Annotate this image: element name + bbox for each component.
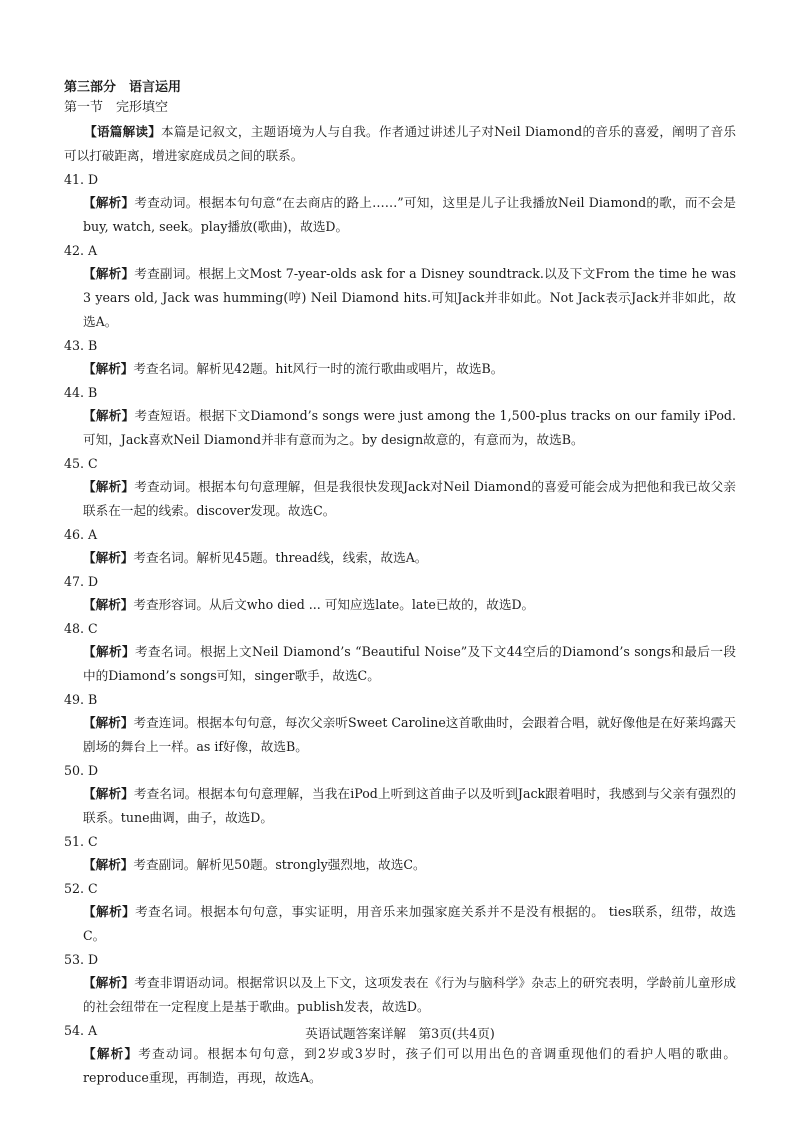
answer-list bbox=[64, 169, 736, 1090]
answer-number: 44. B bbox=[64, 385, 98, 400]
part-title: 第三部分 语言运用 bbox=[64, 80, 182, 95]
page-footer: 英语试题答案详解 第3页(共4页) bbox=[305, 1026, 495, 1041]
answer-item-52 bbox=[64, 878, 736, 948]
answer-item-41 bbox=[64, 169, 736, 239]
analysis-text: 【解析】考查副词。解析见50题。strongly强烈地，故选C。 bbox=[83, 857, 426, 872]
answer-number: 47. D bbox=[64, 574, 99, 589]
analysis-text: 【解析】考查连词。根据本句句意，每次父亲听Sweet Caroline这首歌曲时，会跟着合唱，就好像他是在好莱坞露天剧场的舞台上一样。as if好像，故选B。 bbox=[83, 715, 737, 754]
answer-number: 49. B bbox=[64, 692, 98, 707]
passage-intro bbox=[64, 120, 736, 168]
analysis-tag: 【解析】 bbox=[83, 550, 134, 565]
analysis-text: 【解析】考查名词。解析见45题。thread线，线索，故选A。 bbox=[83, 550, 428, 565]
answer-item-50 bbox=[64, 760, 736, 830]
analysis-text: 【解析】考查非谓语动词。根据常识以及上下文，这项发表在《行为与脑科学》杂志上的研究表明，学龄前儿童形成的社会纽带在一定程度上是基于歌曲。publish发表，故选D。 bbox=[83, 975, 737, 1014]
analysis-text: 【解析】考查短语。根据下文Diamond’s songs were just among the 1,500-plus tracks on our family iPod.可知，Jack喜欢Neil Diamond并非有意而为之。by design故意的，有意而为，故选B。 bbox=[83, 408, 736, 447]
answer-number: 52. C bbox=[64, 881, 98, 896]
analysis-tag: 【解析】 bbox=[83, 786, 134, 801]
analysis-tag: 【解析】 bbox=[83, 1046, 139, 1061]
answer-number: 51. C bbox=[64, 834, 98, 849]
answer-number: 42. A bbox=[64, 243, 98, 258]
analysis-text: 【解析】考查副词。根据上文Most 7-year-olds ask for a Disney soundtrack.以及下文From the time he was 3 years old, Jack was humming(哼) Neil Diamond hits.可知Jack并非如此。Not Jack表示Jack并非如此，故选A。 bbox=[83, 266, 736, 329]
answer-number: 43. B bbox=[64, 338, 98, 353]
answer-number: 48. C bbox=[64, 621, 98, 636]
answer-item-47 bbox=[64, 571, 736, 617]
analysis-tag: 【解析】 bbox=[83, 857, 134, 872]
answer-number: 46. A bbox=[64, 527, 98, 542]
answer-item-45 bbox=[64, 453, 736, 523]
analysis-text: 【解析】考查动词。根据本句句意“在去商店的路上……”可知，这里是儿子让我播放Neil Diamond的歌，而不会是buy, watch, seek。play播放(歌曲)，故选D。 bbox=[83, 195, 736, 234]
answer-item-42 bbox=[64, 240, 736, 334]
answer-page bbox=[64, 78, 736, 1090]
analysis-text: 【解析】考查动词。根据本句句意，到2岁或3岁时，孩子们可以用出色的音调重现他们的看护人唱的歌曲。reproduce重现，再制造，再现，故选A。 bbox=[83, 1046, 737, 1085]
analysis-tag: 【解析】 bbox=[83, 597, 134, 612]
answer-number: 41. D bbox=[64, 172, 99, 187]
analysis-tag: 【解析】 bbox=[83, 408, 135, 423]
answer-item-43 bbox=[64, 335, 736, 381]
analysis-text: 【解析】考查形容词。从后文who died ... 可知应选late。late已故的，故选D。 bbox=[83, 597, 535, 612]
answer-number: 45. C bbox=[64, 456, 98, 471]
analysis-tag: 【解析】 bbox=[83, 479, 135, 494]
answer-number: 50. D bbox=[64, 763, 99, 778]
analysis-text: 【解析】考查名词。根据本句句意，事实证明，用音乐来加强家庭关系并不是没有根据的。 ties联系，纽带，故选C。 bbox=[83, 904, 737, 943]
intro-tag: 【语篇解读】 bbox=[84, 124, 162, 139]
analysis-tag: 【解析】 bbox=[83, 266, 135, 281]
intro-text: 本篇是记叙文，主题语境为人与自我。作者通过讲述儿子对Neil Diamond的音乐的喜爱，阐明了音乐可以打破距离，增进家庭成员之间的联系。 bbox=[64, 124, 736, 163]
answer-item-46 bbox=[64, 524, 736, 570]
analysis-tag: 【解析】 bbox=[83, 904, 136, 919]
answer-number: 54. A bbox=[64, 1023, 98, 1038]
analysis-tag: 【解析】 bbox=[83, 644, 136, 659]
answer-item-48 bbox=[64, 618, 736, 688]
analysis-text: 【解析】考查名词。解析见42题。hit风行一时的流行歌曲或唱片，故选B。 bbox=[83, 361, 504, 376]
answer-item-44 bbox=[64, 382, 736, 452]
analysis-text: 【解析】考查名词。根据上文Neil Diamond’s “Beautiful Noise”及下文44空后的Diamond’s songs和最后一段中的Diamond’s songs可知，singer歌手，故选C。 bbox=[83, 644, 736, 683]
answer-item-49 bbox=[64, 689, 736, 759]
section-title: 第一节 完形填空 bbox=[64, 100, 169, 115]
analysis-text: 【解析】考查动词。根据本句句意理解，但是我很快发现Jack对Neil Diamond的喜爱可能会成为把他和我已故父亲联系在一起的线索。discover发现。故选C。 bbox=[83, 479, 737, 518]
analysis-tag: 【解析】 bbox=[83, 975, 135, 990]
analysis-text: 【解析】考查名词。根据本句句意理解，当我在iPod上听到这首曲子以及听到Jack跟着唱时，我感到与父亲有强烈的联系。tune曲调，曲子，故选D。 bbox=[83, 786, 736, 825]
analysis-tag: 【解析】 bbox=[83, 715, 134, 730]
answer-number: 53. D bbox=[64, 952, 99, 967]
analysis-tag: 【解析】 bbox=[83, 195, 135, 210]
answer-item-51 bbox=[64, 831, 736, 877]
analysis-tag: 【解析】 bbox=[83, 361, 134, 376]
answer-item-53 bbox=[64, 949, 736, 1019]
